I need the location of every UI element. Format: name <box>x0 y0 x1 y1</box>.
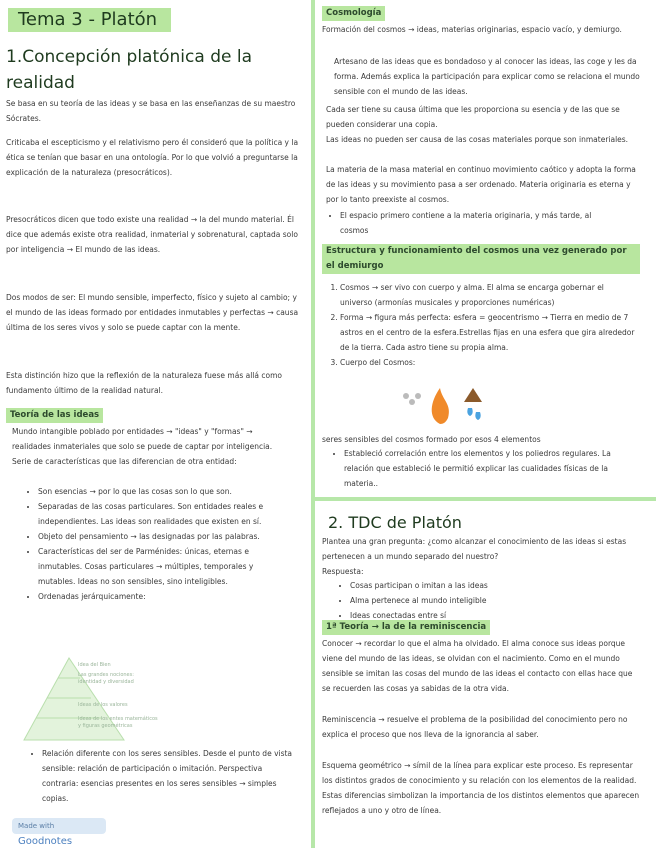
teoria-bullet: • Objeto del pensamiento → las designadas por las palabras. <box>38 529 292 544</box>
sec2-p1: Plantea una gran pregunta: ¿como alcanzar el conocimiento de las ideas si estas pertenecen a un mundo separado del nuestro? <box>322 537 627 561</box>
teoria-bullet: • Separadas de las cosas particulares. Son entidades reales e independientes. Las ideas son realidades que existen en sí. <box>38 499 292 529</box>
water-icon <box>475 412 480 420</box>
sec2-p3: Reminiscencia → resuelve el problema de la posibilidad del conocimiento pero no explica el proceso que nos lleva de la ignorancia al saber. <box>322 715 628 739</box>
estructura-list <box>322 280 638 370</box>
goodnotes-badge <box>12 818 106 847</box>
air-icon <box>409 399 415 405</box>
cosmo-bullet <box>322 208 622 238</box>
estructura-bullet <box>326 446 636 491</box>
cosmo-p4: Las ideas no pueden ser causa de las cosas materiales porque son inmateriales. <box>326 135 629 144</box>
estructura-item: 2. Forma → figura más perfecta: esfera = geocentrismo → Tierra en medio de 7 astros en el centro de la esfera.Estrellas fijas en una esfera que gira alrededor de la tierra. Cada astro tiene su propia alma. <box>340 310 638 355</box>
teoria-bullets <box>20 484 292 604</box>
sec1-p4: Dos modos de ser: El mundo sensible, imperfecto, físico y sujeto al cambio; y el mundo de las ideas formado por entidades inmutables y perfectas → causa última de los seres vivos y solo se puede captar con la mente. <box>6 293 299 332</box>
teoria-bullet: • Características del ser de Parménides: únicas, eternas e inmutables. Cosas particulares → múltiples, temporales y mutables. Ideas no son sensibles, sino inteligibles. <box>38 544 292 589</box>
air-icon <box>403 393 409 399</box>
sec1-p2: Criticaba el escepticismo y el relativismo pero él consideró que la política y la ética se tenían que basar en una ontología. Por lo que volvió a preguntarse la explicación de la naturaleza (presocráticos). <box>6 138 299 177</box>
cosmologia-heading: Cosmología <box>322 6 385 21</box>
badge-made: Made with <box>18 822 55 830</box>
air-icon <box>415 393 421 399</box>
cosmo-p2: Artesano de las ideas que es bondadoso y al conocer las ideas, las coge y les da forma. Además explica la participación para explicar como se relaciona el mundo sensible con el mundo de las ideas. <box>334 57 640 96</box>
estructura-after: seres sensibles del cosmos formado por esos 4 elementos <box>322 435 541 444</box>
sec1-p1: Se basa en su teoría de las ideas y se basa en las enseñanzas de su maestro Sócrates. <box>6 99 296 123</box>
section-1-text: Concepción platónica de la realidad <box>6 47 252 93</box>
teoria-last-bullet: • Relación diferente con los seres sensibles. Desde el punto de vista sensible: relación de participación o imitación. Perspectiva contraria: esencias presentes en los seres sensibles → simples copias. <box>42 746 294 806</box>
reminiscencia-heading: 1ª Teoría → la de la reminiscencia <box>322 620 490 635</box>
sec2-p4: Esquema geométrico → símil de la línea para explicar este proceso. Es representar los distintos grados de conocimiento y su relación con los elementos de la realidad. Estas diferencias simbolizan la importancia de los distintos elementos que aparecen reflejados a uno y otro de línea. <box>322 761 640 815</box>
vertical-divider <box>311 0 315 848</box>
teoria-bullet: • Ordenadas jerárquicamente: <box>38 589 292 604</box>
section-1-title <box>6 44 306 96</box>
horizontal-divider <box>311 497 656 501</box>
teoria-intro: Mundo intangible poblado por entidades → "ideas" y "formas" → realidades inmateriales que solo se puede de captar por inteligencia. Serie de características que las diferencian de otra entidad: <box>12 427 273 466</box>
sec1-p5: Esta distinción hizo que la reflexión de la naturaleza fuese más allá como fundamento último de la realidad natural. <box>6 371 282 395</box>
teoria-bullet: • Son esencias → por lo que las cosas son lo que son. <box>38 484 292 499</box>
resp-item: • Alma pertenece al mundo inteligible <box>350 593 632 608</box>
page-title: Tema 3 - Platón <box>8 8 171 32</box>
section-2-title: 2. TDC de Platón <box>328 513 462 532</box>
water-icon <box>467 408 472 416</box>
sec1-p3: Presocráticos dicen que todo existe una realidad → la del mundo material. Él dice que además existe otra realidad, inmaterial y sobrenatural, captada solo por inteligencia → El mundo de las ideas. <box>6 215 298 254</box>
teoria-heading: Teoría de las ideas <box>6 408 103 423</box>
pyramid-level: Ideas de los valores <box>78 702 128 708</box>
pyramid-level: Idea del Bien <box>78 662 111 668</box>
earth-icon <box>464 388 482 402</box>
cosmo-p5: La materia de la masa material en continuo movimiento caótico y adopta la forma de las ideas y su movimiento pasa a ser ordenado. Materia originaria es eterna y por lo tanto preexiste al cosmos. <box>326 165 636 204</box>
estructura-heading: Estructura y funcionamiento del cosmos una vez generado por el demiurgo <box>322 244 640 274</box>
cosmo-p1: Formación del cosmos → ideas, materias originarias, espacio vacío, y demiurgo. <box>322 25 622 34</box>
four-elements-icons <box>396 382 496 428</box>
section-1-number: 1. <box>6 47 23 67</box>
cosmo-bullet-item: • El espacio primero contiene a la materia originaria, y más tarde, al cosmos <box>340 208 622 238</box>
sec2-p2: Conocer → recordar lo que el alma ha olvidado. El alma conoce sus ideas porque viene del mundo de las ideas, se olvidan con el nacimiento. Como en el mundo sensible se imitan las cosas del mundo de las ideas el contacto con ellas hace que se recuerden las cosas ya sabidas de la otra vida. <box>322 639 633 693</box>
pyramid-level: Ideas de los entes matemáticos y figuras geométricas <box>78 716 158 729</box>
estructura-item: 3. Cuerpo del Cosmos: <box>340 355 638 370</box>
fire-icon <box>432 388 449 424</box>
resp-item: • Ideas conectadas entre sí <box>350 608 632 623</box>
teoria-last <box>24 746 294 806</box>
badge-brand: Goodnotes <box>18 836 73 847</box>
estructura-item: 1. Cosmos → ser vivo con cuerpo y alma. El alma se encarga gobernar el universo (armonías musicales y proporciones numéricas) <box>340 280 638 310</box>
sec2-resp-label: Respuesta: <box>322 567 364 576</box>
cosmo-p3: Cada ser tiene su causa última que les proporciona su esencia y de las que se pueden considerar una copia. <box>326 105 620 129</box>
estructura-bullet-item: • Estableció correlación entre los elementos y los poliedros regulares. La relación que estableció le permitió explicar las cualidades físicas de la materia.. <box>344 446 636 491</box>
sec2-resp-list <box>332 578 632 623</box>
pyramid-level: Las grandes nociones: identidad y diversidad <box>78 672 134 685</box>
resp-item: • Cosas participan o imitan a las ideas <box>350 578 632 593</box>
